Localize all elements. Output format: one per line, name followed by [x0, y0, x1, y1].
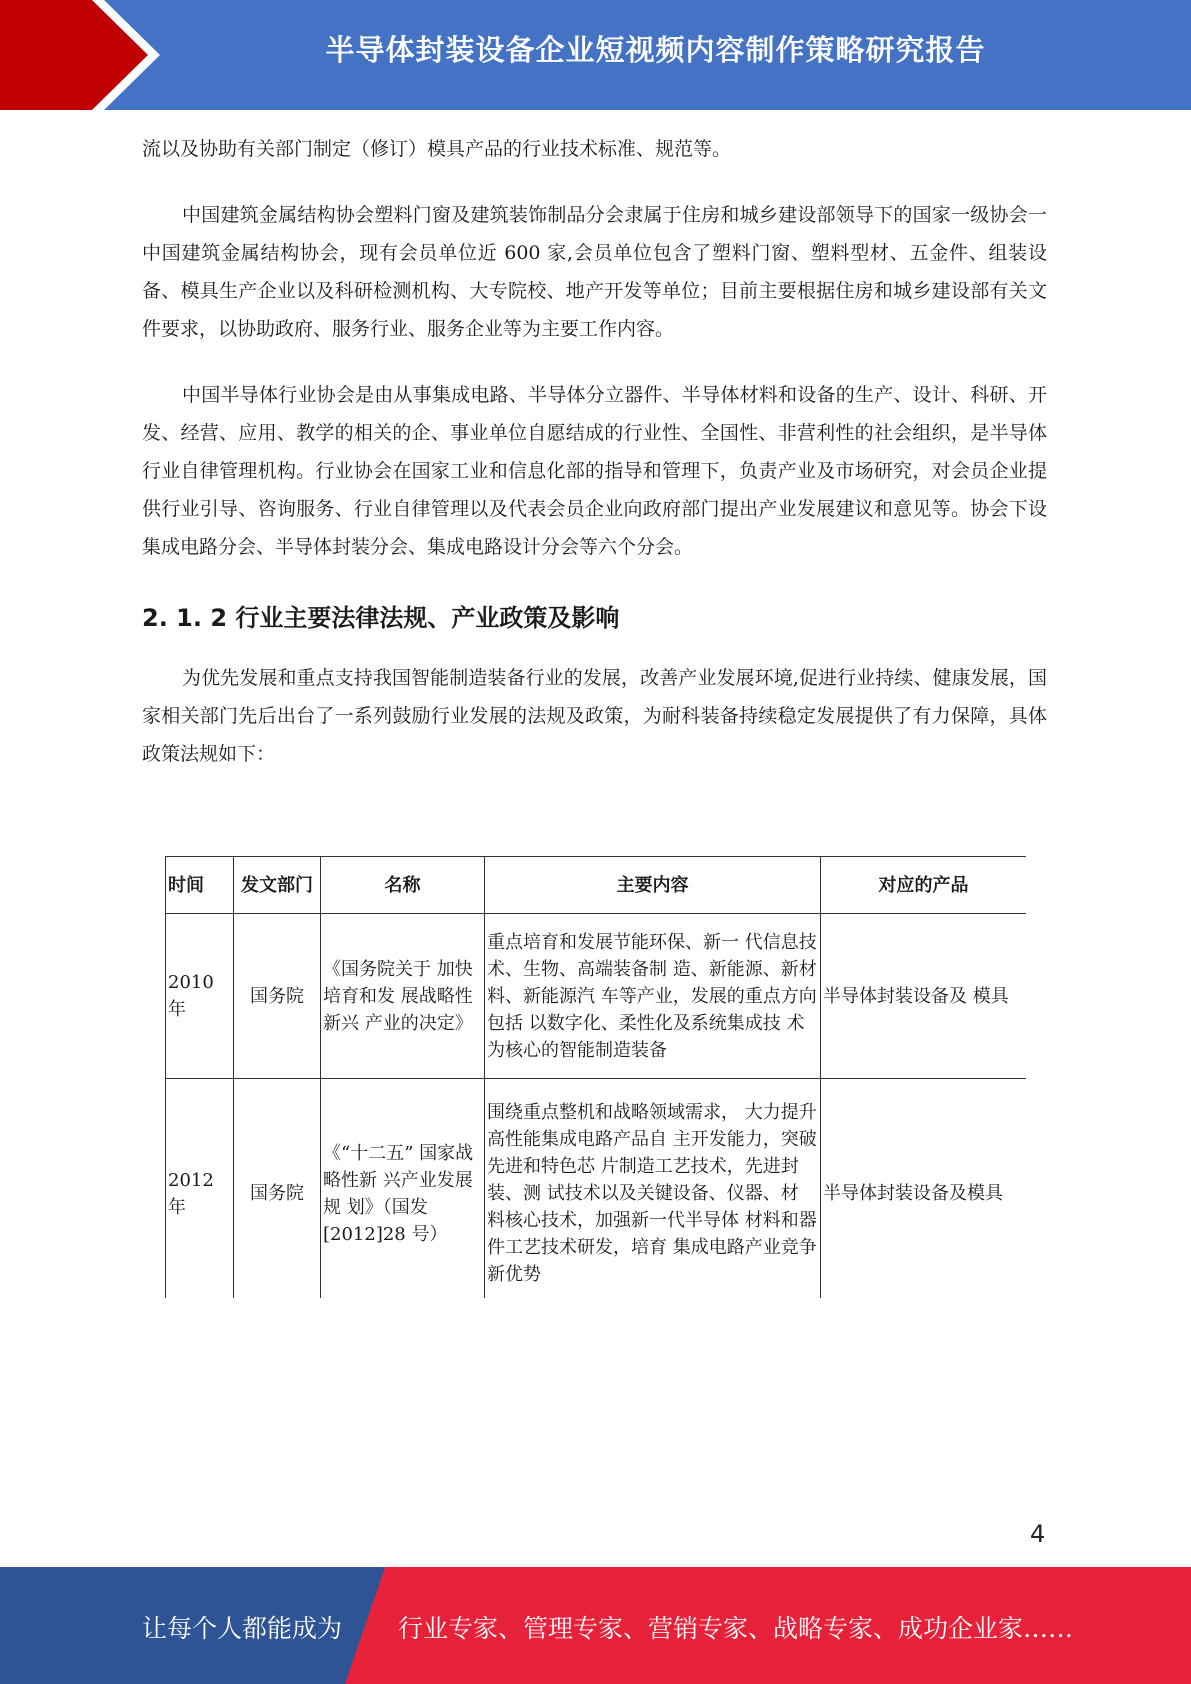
main-content — [142, 130, 1047, 773]
table-row — [166, 1079, 1027, 1299]
cell-product: 半导体封装设备及 模具 — [821, 914, 1027, 1079]
cell-time: 2010 年 — [166, 914, 234, 1079]
paragraph-3: 中国半导体行业协会是由从事集成电路、半导体分立器件、半导体材料和设备的生产、设计、科研、开发、经营、应用、教学的相关的企、事业单位自愿结成的行业性、全国性、非营利性的社会组织，是半导体行业自律管理机构。行业协会在国家工业和信息化部的指导和管理下，负责产业及市场研究，对会员企业提供行业引导、咨询服务、行业自律管理以及代表会员企业向政府部门提出产业发展建议和意见等。协会下设集成电路分会、半导体封装分会、集成电路设计分会等六个分会。 — [142, 384, 1047, 558]
cell-product: 半导体封装设备及模具 — [821, 1079, 1027, 1299]
cell-content: 重点培育和发展节能环保、新一 代信息技术、生物、高端装备制 造、新能源、新材料、新能源汽 车等产业，发展的重点方向包括 以数字化、柔性化及系统集成技 术为核心的智能制造装备 — [485, 914, 821, 1079]
policy-table — [165, 856, 1026, 1298]
policy-table-container — [165, 856, 1026, 1298]
header-dept: 发文部门 — [234, 857, 321, 914]
header-time: 时间 — [166, 857, 234, 914]
header-product: 对应的产品 — [821, 857, 1027, 914]
section-heading: 2. 1. 2 行业主要法律法规、产业政策及影响 — [142, 604, 620, 632]
cell-name: 《“十二五” 国家战略性新 兴产业发展规 划》（国发 [2012]28 号） — [321, 1079, 485, 1299]
footer-slogan-left: 让每个人都能成为 — [142, 1614, 343, 1643]
header-content: 主要内容 — [485, 857, 821, 914]
report-title: 半导体封装设备企业短视频内容制作策略研究报告 — [325, 33, 986, 67]
cell-dept: 国务院 — [234, 1079, 321, 1299]
table-header-row — [166, 857, 1027, 914]
cell-dept: 国务院 — [234, 914, 321, 1079]
page-header — [0, 0, 1191, 110]
page-number: 4 — [1030, 1520, 1046, 1548]
page-footer — [0, 1567, 1191, 1684]
footer-slogan-right: 行业专家、管理专家、营销专家、战略专家、成功企业家…… — [398, 1614, 1074, 1643]
paragraph-1: 流以及协助有关部门制定（修订）模具产品的行业技术标准、规范等。 — [142, 138, 732, 160]
table-row — [166, 914, 1027, 1079]
header-name: 名称 — [321, 857, 485, 914]
paragraph-4: 为优先发展和重点支持我国智能制造装备行业的发展，改善产业发展环境,促进行业持续、健康发展，国家相关部门先后出台了一系列鼓励行业发展的法规及政策，为耐科装备持续稳定发展提供了有力保障，具体政策法规如下： — [142, 667, 1047, 765]
cell-content: 围绕重点整机和战略领域需求， 大力提升高性能集成电路产品自 主开发能力，突破先进和特色芯 片制造工艺技术，先进封装、测 试技术以及关键设备、仪器、材 料核心技术，加强新一代半导体 材料和器件工艺技术研发，培育 集成电路产业竞争新优势 — [485, 1079, 821, 1299]
cell-time: 2012 年 — [166, 1079, 234, 1299]
cell-name: 《国务院关于 加快培育和发 展战略性新兴 产业的决定》 — [321, 914, 485, 1079]
paragraph-2: 中国建筑金属结构协会塑料门窗及建筑装饰制品分会隶属于住房和城乡建设部领导下的国家一级协会一中国建筑金属结构协会，现有会员单位近 600 家,会员单位包含了塑料门窗、塑料型材、五金件、组装设备、模具生产企业以及科研检测机构、大专院校、地产开发等单位；目前主要根据住房和城乡建设部有关文件要求，以协助政府、服务行业、服务企业等为主要工作内容。 — [142, 204, 1047, 340]
